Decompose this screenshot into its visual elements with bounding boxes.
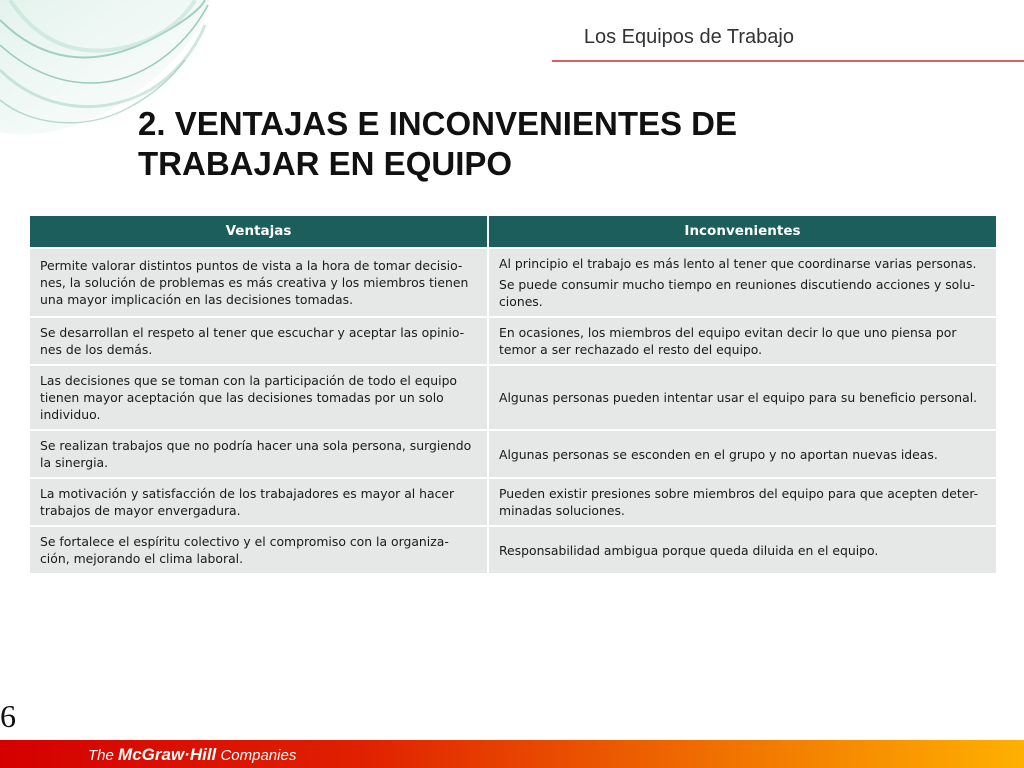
footer-brand: [88, 745, 296, 766]
table-row: [30, 317, 996, 365]
ventaja-cell: [30, 248, 488, 317]
page-number: 6: [0, 698, 16, 734]
slide-heading-line-2: TRABAJAR EN EQUIPO: [138, 145, 513, 182]
brand-suffix: Companies: [220, 747, 297, 764]
ventaja-cell: [30, 478, 488, 526]
ventaja-cell: [30, 526, 488, 573]
ventaja-text: Las decisiones que se toman con la participación de todo el equipo tienen mayor aceptación que las decisiones tomadas por un solo individuo.: [40, 373, 458, 422]
ventaja-cell: [30, 365, 488, 430]
presentation-title: Los Equipos de Trabajo: [583, 26, 794, 48]
brand-prefix: The: [88, 747, 114, 764]
table-row: [30, 526, 996, 573]
column-header-ventajas: Ventajas: [30, 216, 488, 248]
ventaja-text: Permite valorar distintos puntos de vista a la hora de tomar decisio-nes, la solución de problemas es más creativa y los miembros tienen una mayor implicación en las decisiones tomadas.: [40, 258, 469, 307]
table-row: [30, 365, 996, 430]
inconveniente-text: En ocasiones, los miembros del equipo evitan decir lo que uno piensa por temor a ser rechazado el resto del equipo.: [499, 325, 957, 357]
ventaja-cell: [30, 317, 488, 365]
column-header-inconvenientes: Inconvenientes: [488, 216, 996, 248]
table-row: [30, 430, 996, 478]
inconveniente-text: Algunas personas pueden intentar usar el equipo para su beneficio personal.: [499, 390, 978, 405]
inconveniente-cell: [488, 365, 996, 430]
inconveniente-text: Algunas personas se esconden en el grupo y no aportan nuevas ideas.: [499, 446, 938, 462]
header-divider: [552, 60, 1024, 62]
brand-name: McGraw·Hill: [118, 745, 217, 764]
pros-cons-table: [30, 216, 996, 573]
table-row: [30, 478, 996, 526]
table-row: [30, 248, 996, 317]
ventaja-text: Se realizan trabajos que no podría hacer una sola persona, surgiendo la sinergia.: [40, 438, 472, 470]
inconveniente-text: Al principio el trabajo es más lento al tener que coordinarse varias personas.: [499, 256, 977, 271]
inconveniente-cell: [488, 526, 996, 573]
ventaja-text: La motivación y satisfacción de los trabajadores es mayor al hacer trabajos de mayor envergadura.: [40, 486, 455, 518]
inconveniente-cell: [488, 478, 996, 526]
ventaja-text: Se desarrollan el respeto al tener que escuchar y aceptar las opinio-nes de los demás.: [40, 325, 465, 357]
slide-heading-line-1: 2. VENTAJAS E INCONVENIENTES DE: [138, 105, 738, 142]
inconveniente-cell: [488, 317, 996, 365]
inconveniente-cell: [488, 430, 996, 478]
ventaja-cell: [30, 430, 488, 478]
inconveniente-cell: [488, 248, 996, 317]
inconveniente-text: Pueden existir presiones sobre miembros del equipo para que acepten deter-minadas soluciones.: [499, 486, 979, 518]
inconveniente-text: Responsabilidad ambigua porque queda diluida en el equipo.: [499, 542, 879, 558]
table-header-row: [30, 216, 996, 248]
inconveniente-text: Se puede consumir mucho tiempo en reuniones discutiendo acciones y solu-ciones.: [499, 277, 976, 309]
ventaja-text: Se fortalece el espíritu colectivo y el compromiso con la organiza-ción, mejorando el clima laboral.: [40, 534, 449, 566]
slide-heading: [138, 104, 898, 184]
